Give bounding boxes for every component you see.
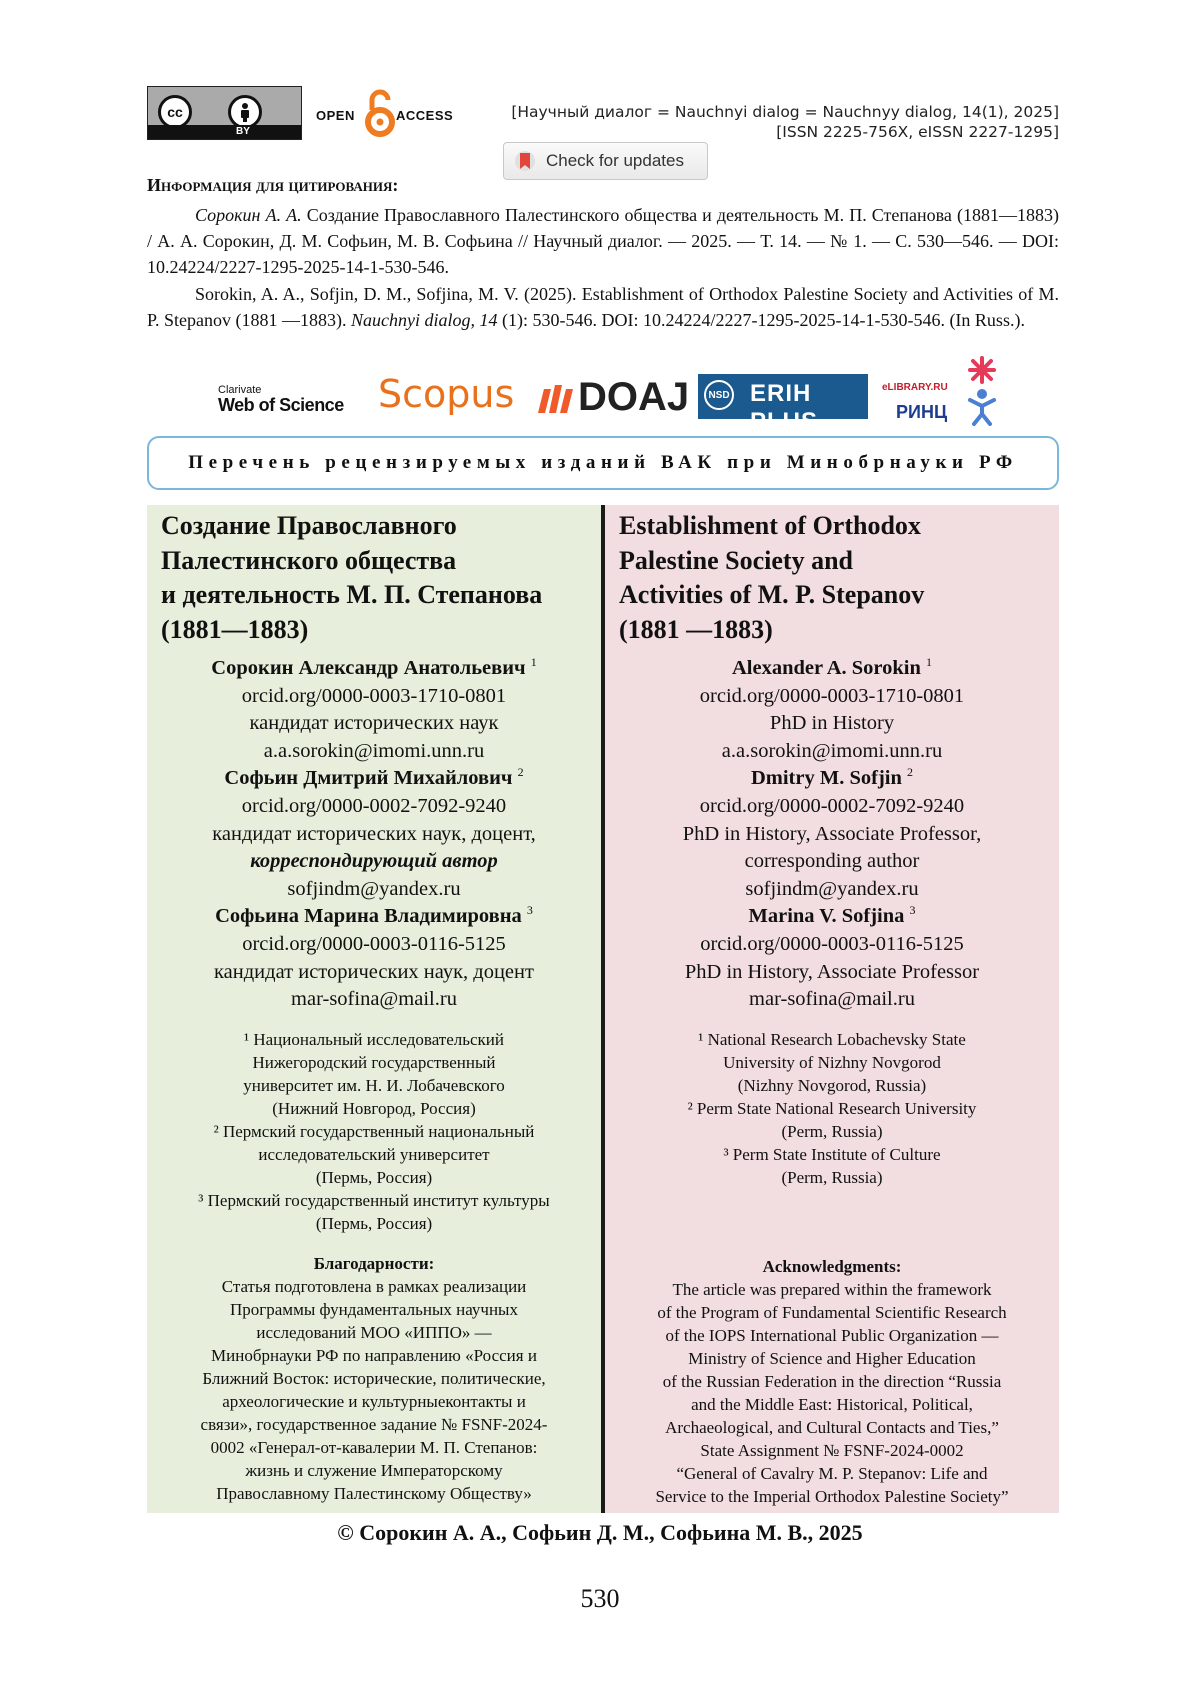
author-degree: PhD in History [769,712,895,735]
affiliation-line: (Пермь, Россия) [315,1213,433,1233]
authors-ru [161,655,587,1014]
email-link[interactable]: mar-sofina@mail.ru [291,988,457,1011]
open-access-logo[interactable] [316,88,456,140]
clarivate-label: Clarivate [218,384,262,396]
acknowledgments-line: Archaeological, and Cultural Contacts and Ties,” [665,1418,999,1437]
elibrary-rinc-logo[interactable] [880,354,1000,426]
author-name: Сорокин Александр Анатольевич [211,657,526,679]
email-link[interactable]: a.a.sorokin@imomi.unn.ru [263,739,485,762]
affiliation-marker: 2 [907,765,913,780]
acknowledgments-line: исследований МОО «ИППО» — [256,1322,492,1342]
acknowledgments-line: The article was prepared within the framework [672,1280,992,1299]
affiliation-line: University of Nizhny Novgorod [723,1052,941,1072]
acknowledgments-line: of the Program of Fundamental Scientific Research [657,1303,1007,1322]
affiliation-line: ³ Perm State Institute of Culture [723,1144,941,1164]
acknowledgments-line: связи», государственное задание № FSNF-2024- [200,1414,548,1434]
orcid-link[interactable]: orcid.org/0000-0002-7092-9240 [699,794,965,817]
bookmark-icon [514,149,536,173]
title-line: (1881—1883) [161,614,309,644]
issn-line: [ISSN 2225-756X, eISSN 2227-1295] [776,123,1059,141]
doaj-label: DOAJ [578,375,690,419]
title-line: Palestine Society and [619,545,853,575]
title-line: Создание Православного [161,511,457,540]
acknowledgments-line: of the Russian Federation in the direction “Russia [662,1372,1002,1391]
open-access-word2: ACCESS [396,108,454,123]
elibrary-figure-icon [964,354,1000,426]
citation-en [147,281,1059,333]
citation-ru [147,202,1059,280]
rinc-label: РИНЦ [896,402,948,422]
affiliation-marker: 3 [909,903,916,918]
citation-en-journal: Nauchnyi dialog, 14 [351,310,498,330]
acknowledgments-line: of the IOPS International Public Organization — [665,1326,999,1345]
orcid-link[interactable]: orcid.org/0000-0003-0116-5125 [242,932,506,955]
author-degree: кандидат исторических наук, доцент, [212,822,536,845]
orcid-link[interactable]: orcid.org/0000-0003-0116-5125 [700,932,964,955]
title-line: и деятельность М. П. Степанова [161,580,543,609]
affiliations-ru [161,1028,587,1235]
affiliation-marker: 2 [517,765,524,780]
vak-list-banner: Перечень рецензируемых изданий ВАК при Минобрнауки РФ [147,436,1059,490]
affiliation-line: (Perm, Russia) [781,1121,883,1141]
author-name: Софьин Дмитрий Михайлович [224,767,513,790]
acknowledgments-line: Статья подготовлена в рамках реализации [221,1276,527,1296]
web-of-science-logo[interactable] [218,384,344,414]
title-line: Activities of M. P. Stepanov [619,580,925,609]
orcid-link[interactable]: orcid.org/0000-0003-1710-0801 [699,684,965,707]
affiliation-line: ¹ National Research Lobachevsky State [698,1029,966,1049]
affiliation-line: (Нижний Новгород, Россия) [272,1098,476,1118]
affiliations-en [619,1028,1045,1189]
doaj-bars-icon [536,383,574,415]
affiliation-line: (Perm, Russia) [781,1167,883,1187]
author-name: Marina V. Sofjina [748,905,905,928]
author-degree: PhD in History, Associate Professor, [682,822,982,845]
check-for-updates-button[interactable] [503,142,708,180]
scopus-logo[interactable]: Scopus [378,372,515,416]
elibrary-label: eLIBRARY.RU [882,382,948,393]
erih-plus-label: ERIH PLUS [750,380,819,435]
acknowledgments-line: Программы фундаментальных научных [230,1299,518,1319]
email-link[interactable]: a.a.sorokin@imomi.unn.ru [721,739,943,762]
acknowledgments-line: жизнь и служение Императорскому [245,1460,503,1480]
journal-info [511,102,1059,142]
erih-plus-logo[interactable] [698,374,868,435]
acknowledgments-ru [161,1252,587,1505]
affiliation-line: ² Perm State National Research University [687,1098,977,1118]
email-link[interactable]: mar-sofina@mail.ru [749,988,915,1011]
orcid-link[interactable]: orcid.org/0000-0003-1710-0801 [241,684,507,707]
article-title-ru [161,505,587,647]
author-name: Софьина Марина Владимировна [215,905,522,928]
affiliation-line: ² Пермский государственный национальный [213,1121,535,1141]
acknowledgments-title: Acknowledgments: [762,1257,902,1276]
russian-column [147,505,601,1513]
attribution-person-icon [228,95,262,129]
affiliation-line: (Пермь, Россия) [315,1167,433,1187]
cc-by-license-badge[interactable] [147,86,302,140]
open-access-word1: OPEN [316,108,355,123]
acknowledgments-line: Service to the Imperial Orthodox Palestine Society” [655,1487,1009,1506]
nsd-label: NSD [704,380,734,410]
citation-en-tail: (1): 530-546. DOI: 10.24224/2227-1295-2025-14-1-530-546. (In Russ.). [497,310,1025,330]
check-for-updates-label: Check for updates [546,151,684,170]
acknowledgments-line: Православному Палестинскому Обществу» [216,1483,532,1503]
acknowledgments-line: and the Middle East: Historical, Political, [691,1395,973,1414]
acknowledgments-title: Благодарности: [313,1253,435,1273]
cc-by-label: BY [236,126,250,137]
affiliation-marker: 3 [526,903,533,918]
author-degree: кандидат исторических наук, доцент [214,960,534,983]
author-name: Dmitry M. Sofjin [750,767,902,790]
affiliation-marker: 1 [926,655,933,670]
citation-heading: Информация для цитирования: [147,175,399,195]
email-link[interactable]: sofjindm@yandex.ru [287,877,461,900]
copyright-notice: © Сорокин А. А., Софьин Д. М., Софьина М. В., 2025 [337,1520,863,1545]
doaj-logo[interactable] [536,375,689,420]
web-of-science-label: Web of Science [218,395,344,415]
acknowledgments-line: State Assignment № FSNF-2024-0002 [700,1441,964,1460]
acknowledgments-line: Ministry of Science and Higher Education [688,1349,976,1368]
affiliation-line: университет им. Н. И. Лобачевского [243,1075,505,1095]
article-title-en [619,505,1045,647]
corresponding-author-label: corresponding author [744,850,920,873]
affiliation-line: ¹ Национальный исследовательский [243,1029,505,1049]
affiliation-line: ³ Пермский государственный институт культуры [198,1190,550,1210]
journal-line: [Научный диалог = Nauchnyi dialog = Nauchnyy dialog, 14(1), 2025] [511,103,1059,121]
title-line: Палестинского общества [161,545,457,575]
affiliation-line: исследовательский университет [258,1144,490,1164]
corresponding-author-label: корреспондирующий автор [250,850,498,873]
citation-en-text: Sorokin, A. A., Sofjin, D. M., Sofjina, M. V. (2025). Establishment of Orthodox Palestine Society and Activities of M. P. Stepanov (1881 —1883). [147,284,1059,330]
affiliation-line: Нижегородский государственный [252,1052,496,1072]
orcid-link[interactable]: orcid.org/0000-0002-7092-9240 [241,794,507,817]
email-link[interactable]: sofjindm@yandex.ru [745,877,919,900]
acknowledgments-line: Ближний Восток: исторические, политические, [202,1368,546,1388]
title-line: Establishment of Orthodox [619,511,921,540]
page-number: 530 [580,1584,620,1613]
author-degree: PhD in History, Associate Professor [684,960,980,983]
acknowledgments-line: 0002 «Генерал-от-кавалерии М. П. Степанов: [210,1437,538,1457]
title-line: (1881 —1883) [619,614,773,644]
acknowledgments-line: “General of Cavalry M. P. Stepanov: Life and [676,1464,988,1483]
english-column [605,505,1059,1513]
affiliation-line: (Nizhny Novgorod, Russia) [737,1075,927,1095]
acknowledgments-line: археологические и культурныеконтакты и [222,1391,526,1411]
citation-ru-authors: Сорокин А. А. [195,205,302,225]
acknowledgments-line: Минобрнауки РФ по направлению «Россия и [211,1345,537,1365]
affiliation-marker: 1 [530,655,537,670]
index-logos [0,352,1200,435]
author-degree: кандидат исторических наук [249,712,499,735]
creative-commons-icon: cc [158,95,192,129]
authors-en [619,655,1045,1014]
author-name: Alexander A. Sorokin [731,657,921,679]
citation-ru-text: Создание Православного Палестинского общества и деятельность М. П. Степанова (1881—1883) / А. А. Сорокин, Д. М. Софьин, М. В. Софьина // Научный диалог. — 2025. — Т. 14. — № 1. — С. 530—546. — DOI: 10.24224/2227-1295-2025-14-1-530-546. [147,205,1059,277]
acknowledgments-en [605,1255,1059,1508]
open-lock-icon [363,88,397,138]
